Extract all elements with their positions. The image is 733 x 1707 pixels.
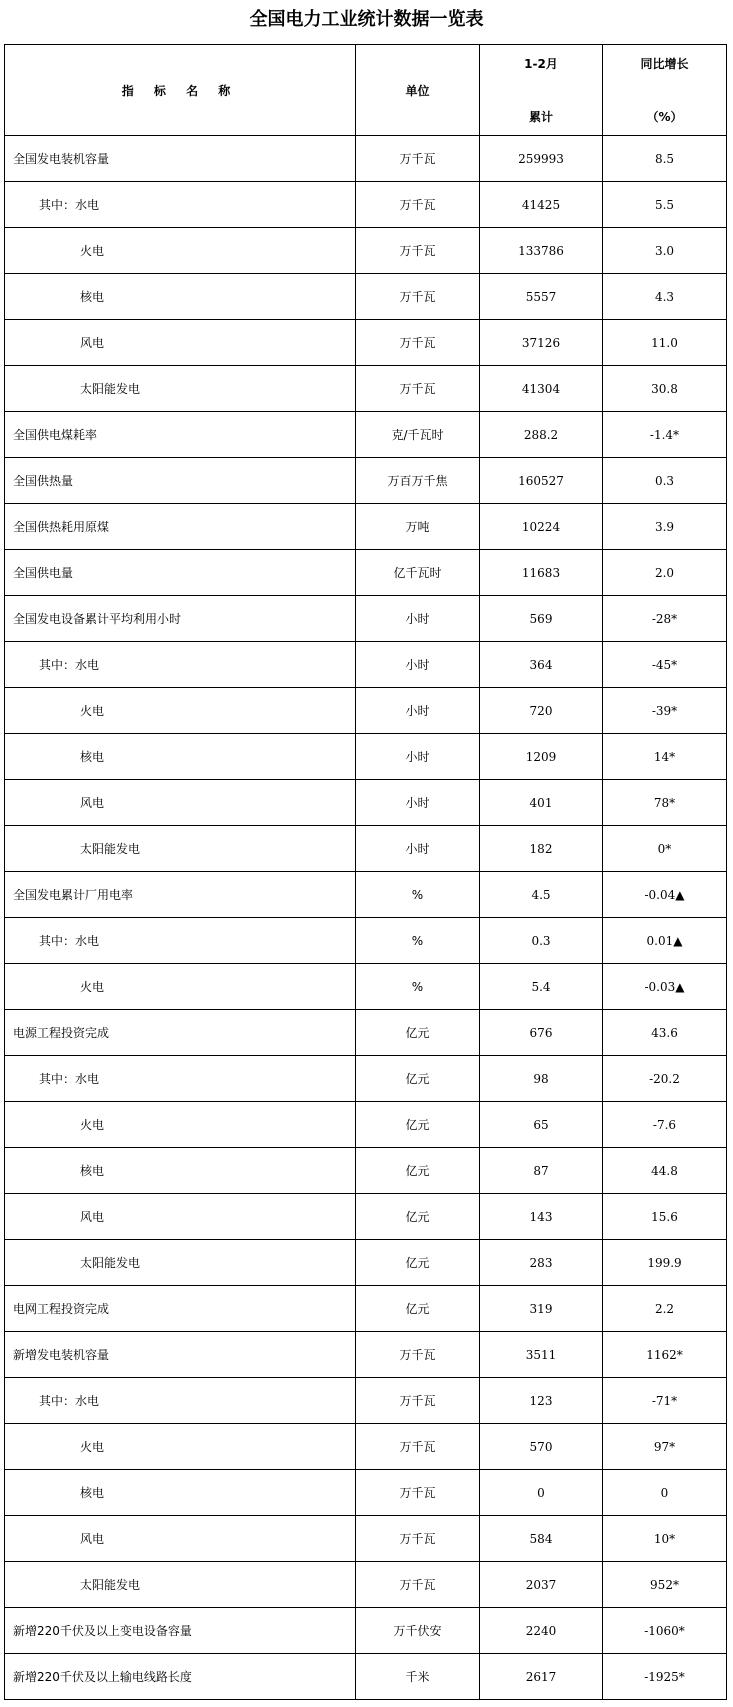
statistics-table	[4, 44, 727, 1700]
unit-cell: 小时	[356, 596, 480, 642]
cumulative-value-cell: 401	[480, 780, 603, 826]
cumulative-value-cell: 41304	[480, 366, 603, 412]
table-row	[5, 642, 727, 688]
table-row	[5, 734, 727, 780]
unit-cell: 万千瓦	[356, 1332, 480, 1378]
yoy-growth-cell: -28*	[603, 596, 727, 642]
cumulative-value-cell: 584	[480, 1516, 603, 1562]
yoy-growth-cell: 10*	[603, 1516, 727, 1562]
unit-cell: 万千瓦	[356, 320, 480, 366]
unit-cell: 小时	[356, 826, 480, 872]
indicator-name-cell: 火电	[5, 1102, 356, 1148]
table-header	[5, 45, 727, 136]
yoy-growth-cell: -1060*	[603, 1608, 727, 1654]
yoy-growth-cell: 78*	[603, 780, 727, 826]
cumulative-value-cell: 569	[480, 596, 603, 642]
unit-cell: %	[356, 964, 480, 1010]
yoy-growth-cell: 3.0	[603, 228, 727, 274]
indicator-name-cell: 全国供电量	[5, 550, 356, 596]
table-row	[5, 366, 727, 412]
yoy-growth-cell: 1162*	[603, 1332, 727, 1378]
yoy-growth-cell: 2.0	[603, 550, 727, 596]
yoy-growth-cell: -7.6	[603, 1102, 727, 1148]
table-row	[5, 1286, 727, 1332]
indicator-name-cell: 风电	[5, 780, 356, 826]
cumulative-value-cell: 5.4	[480, 964, 603, 1010]
indicator-name-cell: 电源工程投资完成	[5, 1010, 356, 1056]
cumulative-value-cell: 319	[480, 1286, 603, 1332]
indicator-name-cell: 核电	[5, 1470, 356, 1516]
cumulative-value-cell: 11683	[480, 550, 603, 596]
unit-cell: 亿元	[356, 1102, 480, 1148]
cumulative-value-cell: 1209	[480, 734, 603, 780]
table-body	[5, 136, 727, 1700]
header-unit: 单位	[356, 45, 480, 136]
unit-cell: 万千瓦	[356, 1516, 480, 1562]
unit-cell: 万千瓦	[356, 274, 480, 320]
unit-cell: 万百万千焦	[356, 458, 480, 504]
table-row	[5, 1378, 727, 1424]
yoy-growth-cell: 952*	[603, 1562, 727, 1608]
cumulative-value-cell: 2240	[480, 1608, 603, 1654]
indicator-name-cell: 全国发电累计厂用电率	[5, 872, 356, 918]
indicator-name-cell: 其中：水电	[5, 918, 356, 964]
yoy-growth-cell: 44.8	[603, 1148, 727, 1194]
table-row	[5, 1102, 727, 1148]
table-row	[5, 1240, 727, 1286]
cumulative-value-cell: 98	[480, 1056, 603, 1102]
table-row	[5, 1194, 727, 1240]
table-row	[5, 550, 727, 596]
table-row	[5, 274, 727, 320]
table-row	[5, 320, 727, 366]
header-indicator-name: 指 标 名 称	[5, 45, 356, 136]
unit-cell: %	[356, 872, 480, 918]
cumulative-value-cell: 283	[480, 1240, 603, 1286]
cumulative-value-cell: 0.3	[480, 918, 603, 964]
unit-cell: 亿元	[356, 1194, 480, 1240]
unit-cell: 亿元	[356, 1286, 480, 1332]
unit-cell: 万千瓦	[356, 1378, 480, 1424]
unit-cell: 万千瓦	[356, 136, 480, 182]
unit-cell: 小时	[356, 642, 480, 688]
table-row	[5, 780, 727, 826]
cumulative-value-cell: 720	[480, 688, 603, 734]
table-row	[5, 826, 727, 872]
yoy-growth-cell: -71*	[603, 1378, 727, 1424]
cumulative-value-cell: 10224	[480, 504, 603, 550]
table-row	[5, 1332, 727, 1378]
table-row	[5, 1056, 727, 1102]
yoy-growth-cell: 0	[603, 1470, 727, 1516]
indicator-name-cell: 电网工程投资完成	[5, 1286, 356, 1332]
unit-cell: 小时	[356, 688, 480, 734]
indicator-name-cell: 新增220千伏及以上输电线路长度	[5, 1654, 356, 1700]
indicator-name-cell: 其中：水电	[5, 182, 356, 228]
header-cumulative-period: 1-2月	[524, 57, 558, 71]
table-row	[5, 1516, 727, 1562]
yoy-growth-cell: 11.0	[603, 320, 727, 366]
indicator-name-cell: 火电	[5, 688, 356, 734]
unit-cell: 万千瓦	[356, 182, 480, 228]
indicator-name-cell: 太阳能发电	[5, 1240, 356, 1286]
yoy-growth-cell: 0.01▲	[603, 918, 727, 964]
yoy-growth-cell: -1.4*	[603, 412, 727, 458]
indicator-name-cell: 太阳能发电	[5, 826, 356, 872]
unit-cell: 万千瓦	[356, 228, 480, 274]
header-growth-unit: （%）	[646, 110, 683, 124]
unit-cell: 亿元	[356, 1010, 480, 1056]
cumulative-value-cell: 364	[480, 642, 603, 688]
yoy-growth-cell: -45*	[603, 642, 727, 688]
unit-cell: 小时	[356, 780, 480, 826]
header-growth-label: 同比增长	[640, 57, 689, 71]
cumulative-value-cell: 87	[480, 1148, 603, 1194]
indicator-name-cell: 太阳能发电	[5, 366, 356, 412]
table-row	[5, 228, 727, 274]
yoy-growth-cell: -0.03▲	[603, 964, 727, 1010]
indicator-name-cell: 风电	[5, 1516, 356, 1562]
unit-cell: 亿千瓦时	[356, 550, 480, 596]
indicator-name-cell: 其中：水电	[5, 1056, 356, 1102]
table-row	[5, 182, 727, 228]
yoy-growth-cell: 4.3	[603, 274, 727, 320]
unit-cell: 亿元	[356, 1056, 480, 1102]
table-row	[5, 1562, 727, 1608]
yoy-growth-cell: 3.9	[603, 504, 727, 550]
page-title: 全国电力工业统计数据一览表	[249, 9, 484, 30]
unit-cell: 万千瓦	[356, 1562, 480, 1608]
indicator-name-cell: 火电	[5, 228, 356, 274]
indicator-name-cell: 核电	[5, 1148, 356, 1194]
unit-cell: 万千瓦	[356, 366, 480, 412]
yoy-growth-cell: 199.9	[603, 1240, 727, 1286]
cumulative-value-cell: 288.2	[480, 412, 603, 458]
table-row	[5, 872, 727, 918]
indicator-name-cell: 太阳能发电	[5, 1562, 356, 1608]
cumulative-value-cell: 2617	[480, 1654, 603, 1700]
cumulative-value-cell: 4.5	[480, 872, 603, 918]
header-cumulative-label: 累计	[528, 110, 553, 124]
table-row	[5, 1608, 727, 1654]
cumulative-value-cell: 41425	[480, 182, 603, 228]
unit-cell: 亿元	[356, 1240, 480, 1286]
table-row	[5, 1470, 727, 1516]
yoy-growth-cell: 14*	[603, 734, 727, 780]
table-row	[5, 964, 727, 1010]
table-row	[5, 596, 727, 642]
indicator-name-cell: 风电	[5, 320, 356, 366]
indicator-name-cell: 火电	[5, 964, 356, 1010]
cumulative-value-cell: 259993	[480, 136, 603, 182]
cumulative-value-cell: 0	[480, 1470, 603, 1516]
yoy-growth-cell: 97*	[603, 1424, 727, 1470]
yoy-growth-cell: -1925*	[603, 1654, 727, 1700]
table-row	[5, 136, 727, 182]
indicator-name-cell: 风电	[5, 1194, 356, 1240]
indicator-name-cell: 全国发电装机容量	[5, 136, 356, 182]
yoy-growth-cell: 8.5	[603, 136, 727, 182]
indicator-name-cell: 新增220千伏及以上变电设备容量	[5, 1608, 356, 1654]
unit-cell: 千米	[356, 1654, 480, 1700]
unit-cell: 克/千瓦时	[356, 412, 480, 458]
table-row	[5, 1148, 727, 1194]
header-row	[5, 45, 727, 136]
indicator-name-cell: 核电	[5, 734, 356, 780]
indicator-name-cell: 核电	[5, 274, 356, 320]
indicator-name-cell: 其中：水电	[5, 642, 356, 688]
table-row	[5, 1654, 727, 1700]
cumulative-value-cell: 160527	[480, 458, 603, 504]
indicator-name-cell: 新增发电装机容量	[5, 1332, 356, 1378]
unit-cell: 万吨	[356, 504, 480, 550]
unit-cell: 万千瓦	[356, 1424, 480, 1470]
indicator-name-cell: 全国供热耗用原煤	[5, 504, 356, 550]
cumulative-value-cell: 2037	[480, 1562, 603, 1608]
cumulative-value-cell: 143	[480, 1194, 603, 1240]
yoy-growth-cell: 15.6	[603, 1194, 727, 1240]
cumulative-value-cell: 133786	[480, 228, 603, 274]
yoy-growth-cell: -39*	[603, 688, 727, 734]
table-row	[5, 412, 727, 458]
table-row	[5, 504, 727, 550]
header-cumulative	[480, 45, 603, 136]
yoy-growth-cell: 0*	[603, 826, 727, 872]
yoy-growth-cell: 43.6	[603, 1010, 727, 1056]
table-row	[5, 688, 727, 734]
indicator-name-cell: 全国发电设备累计平均利用小时	[5, 596, 356, 642]
cumulative-value-cell: 37126	[480, 320, 603, 366]
yoy-growth-cell: 2.2	[603, 1286, 727, 1332]
table-row	[5, 458, 727, 504]
header-yoy-growth	[603, 45, 727, 136]
table-row	[5, 918, 727, 964]
table-row	[5, 1010, 727, 1056]
indicator-name-cell: 全国供热量	[5, 458, 356, 504]
indicator-name-cell: 全国供电煤耗率	[5, 412, 356, 458]
cumulative-value-cell: 182	[480, 826, 603, 872]
cumulative-value-cell: 65	[480, 1102, 603, 1148]
unit-cell: 亿元	[356, 1148, 480, 1194]
yoy-growth-cell: 0.3	[603, 458, 727, 504]
cumulative-value-cell: 3511	[480, 1332, 603, 1378]
yoy-growth-cell: 30.8	[603, 366, 727, 412]
unit-cell: %	[356, 918, 480, 964]
unit-cell: 万千伏安	[356, 1608, 480, 1654]
cumulative-value-cell: 676	[480, 1010, 603, 1056]
indicator-name-cell: 火电	[5, 1424, 356, 1470]
yoy-growth-cell: 5.5	[603, 182, 727, 228]
yoy-growth-cell: -0.04▲	[603, 872, 727, 918]
unit-cell: 万千瓦	[356, 1470, 480, 1516]
indicator-name-cell: 其中：水电	[5, 1378, 356, 1424]
yoy-growth-cell: -20.2	[603, 1056, 727, 1102]
cumulative-value-cell: 570	[480, 1424, 603, 1470]
cumulative-value-cell: 123	[480, 1378, 603, 1424]
table-row	[5, 1424, 727, 1470]
unit-cell: 小时	[356, 734, 480, 780]
cumulative-value-cell: 5557	[480, 274, 603, 320]
